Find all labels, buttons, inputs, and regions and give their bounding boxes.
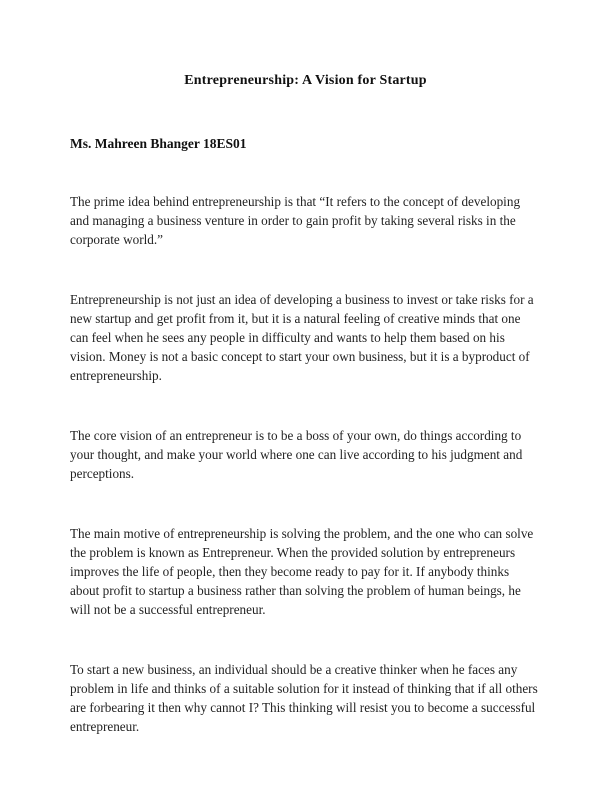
paragraph-creative-thinker: To start a new business, an individual should be a creative thinker when he faces any problem in life and thinks of a suitable solution for it instead of thinking that if all others are forbearing it then why cannot I? This thinking will resist you to become a successful entrepreneur. [70, 662, 538, 734]
paragraph-natural-feeling: Entrepreneurship is not just an idea of developing a business to invest or take risks for a new startup and get profit from it, but it is a natural feeling of creative minds that one can feel when he sees any people in difficulty and wants to help them based on his vision. Money is not a basic concept to start your own business, but it is a byproduct of entrepreneurship. [70, 292, 534, 383]
paragraph-intro-quote: The prime idea behind entrepreneurship is that “It refers to the concept of developing and managing a business venture in order to gain profit by taking several risks in the corporate world.” [70, 194, 521, 247]
page-title: Entrepreneurship: A Vision for Startup [184, 73, 427, 88]
paragraph-core-vision: The core vision of an entrepreneur is to be a boss of your own, do things according to your thought, and make your world where one can live according to his judgment and perceptions. [70, 428, 523, 481]
paragraph-main-motive: The main motive of entrepreneurship is solving the problem, and the one who can solve the problem is known as Entrepreneur. When the provided solution by entrepreneurs improves the life of people, then they become ready to pay for it. If anybody thinks about profit to startup a business rather than solving the problem of human beings, he will not be a successful entrepreneur. [70, 526, 534, 617]
author-line: Ms. Mahreen Bhanger 18ES01 [70, 136, 247, 151]
